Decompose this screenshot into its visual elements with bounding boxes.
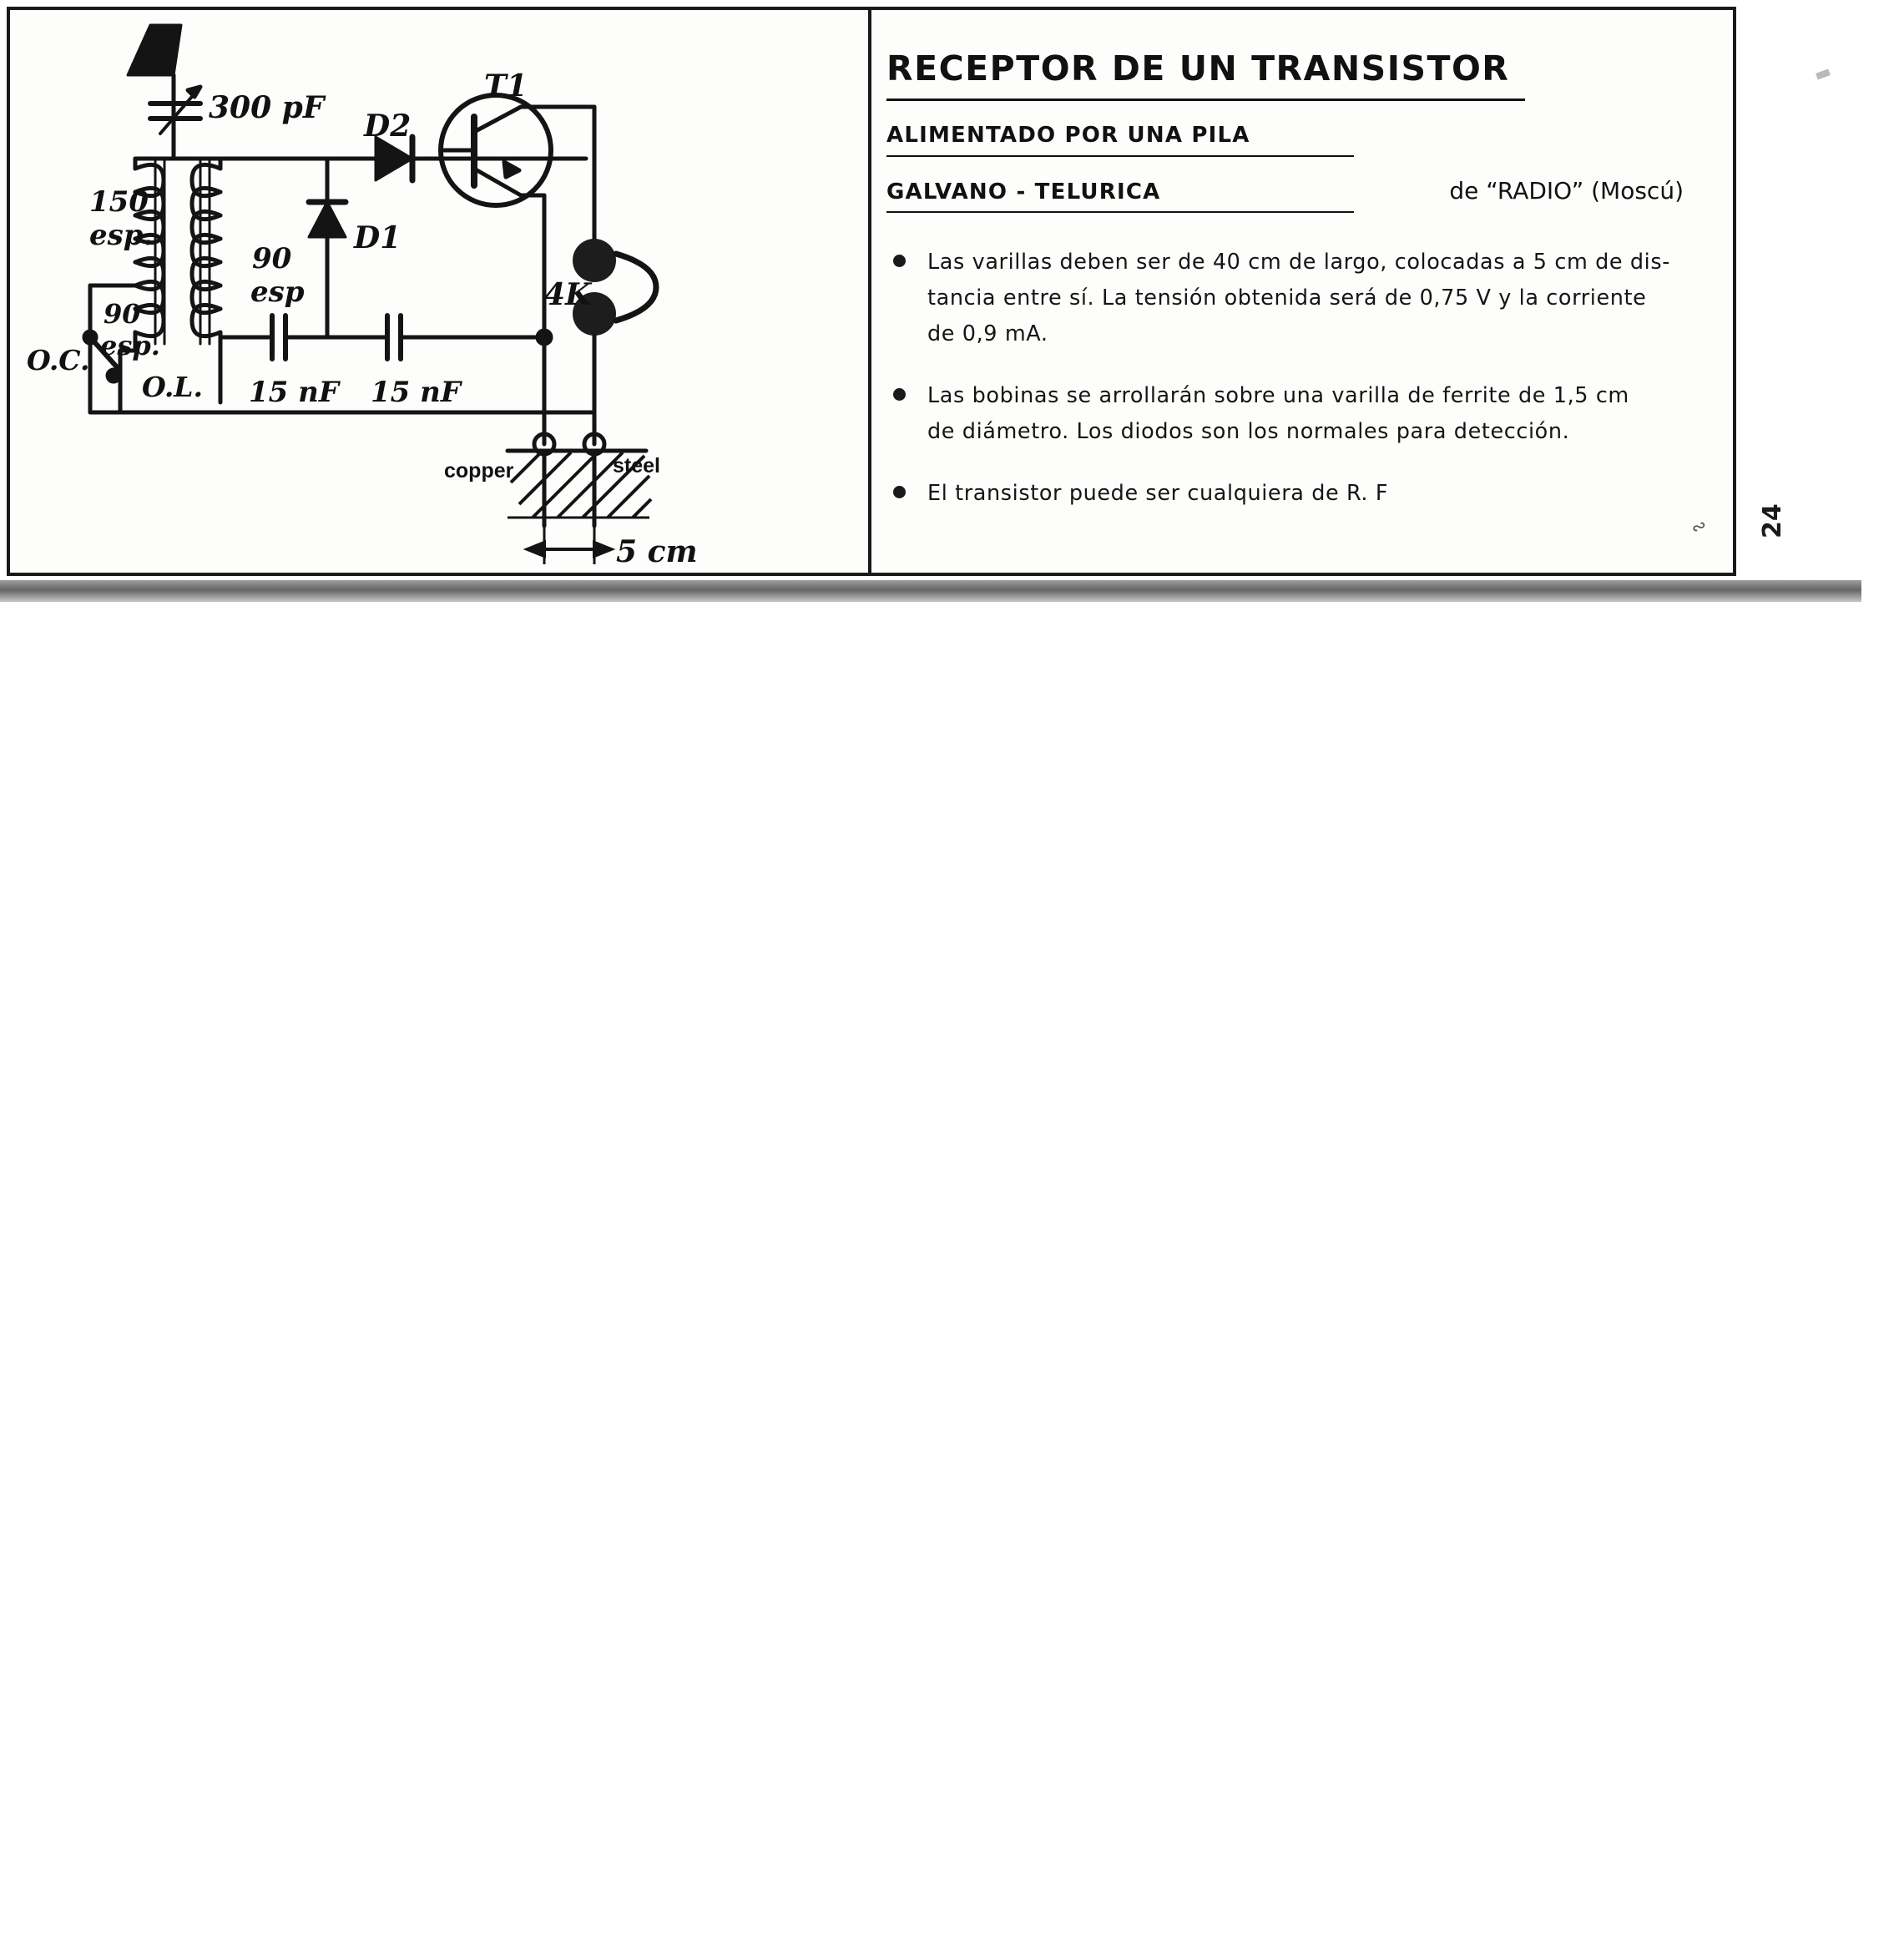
bullet-line: tancia entre sí. La tensión obtenida será de 0,75 V y la corriente [927, 285, 1647, 311]
bullet-text [927, 476, 1388, 512]
bullet-line: Las varillas deben ser de 40 cm de largo, colocadas a 5 cm de dis- [927, 250, 1671, 275]
list-item [886, 245, 1713, 352]
scan-pen-mark: ∾ [1687, 513, 1710, 539]
bullet-line: de diámetro. Los diodos son los normales para detección. [927, 419, 1570, 444]
bullet-dot-icon [893, 255, 906, 267]
label-diode-d2: D2 [364, 109, 412, 144]
label-diode-d1: D1 [354, 220, 402, 255]
list-item [886, 476, 1713, 512]
label-switch-oc: O.C. [27, 344, 90, 376]
scan-right-margin [1736, 8, 1857, 584]
subtitle-rule-1 [886, 155, 1354, 157]
subtitle-credit-row [886, 177, 1713, 205]
label-transistor-t1: T1 [484, 68, 528, 104]
label-coil-tap-turns: 90 [104, 298, 141, 330]
label-electrode-copper: copper [444, 459, 514, 482]
label-coil-secondary-unit: esp [250, 275, 305, 309]
label-switch-ol: O.L. [142, 371, 203, 403]
title-rule [886, 99, 1525, 101]
label-capacitor-1: 15 nF [249, 376, 340, 409]
label-headphone-impedance: 4K [544, 277, 592, 312]
label-coil-primary-unit: esp. [89, 219, 154, 252]
list-item [886, 378, 1713, 450]
scan-bottom-smudge [0, 580, 1861, 602]
article-credit: de “RADIO” (Moscú) [1449, 177, 1684, 205]
label-coil-primary-turns: 150 [89, 185, 149, 219]
schematic-svg [10, 10, 870, 578]
label-coil-tap-unit: esp. [100, 330, 160, 361]
bullet-line: Las bobinas se arrollarán sobre una varilla de ferrite de 1,5 cm [927, 383, 1629, 408]
label-coil-secondary-turns: 90 [252, 242, 292, 275]
circuit-schematic [10, 10, 870, 578]
article-text-column [886, 25, 1713, 559]
article-subtitle-line2: GALVANO - TELURICA [886, 179, 1161, 205]
article-title: RECEPTOR DE UN TRANSISTOR [886, 48, 1510, 88]
bullet-line: El transistor puede ser cualquiera de R. F [927, 481, 1389, 506]
subtitle-rule-2 [886, 211, 1354, 213]
scanned-page [0, 0, 1904, 609]
bullet-line: de 0,9 mA. [927, 321, 1048, 346]
bullet-list [886, 245, 1713, 512]
label-tuning-capacitor: 300 pF [209, 90, 325, 125]
bullet-dot-icon [893, 486, 906, 498]
label-capacitor-2: 15 nF [371, 376, 462, 409]
bullet-dot-icon [893, 388, 906, 401]
bullet-text [927, 245, 1670, 352]
bullet-text [927, 378, 1629, 450]
page-number: 24 [1758, 503, 1787, 538]
article-subtitle-line1: ALIMENTADO POR UNA PILA [886, 123, 1250, 148]
label-electrode-steel: steel [613, 454, 660, 477]
label-electrode-spacing: 5 cm [616, 534, 698, 569]
